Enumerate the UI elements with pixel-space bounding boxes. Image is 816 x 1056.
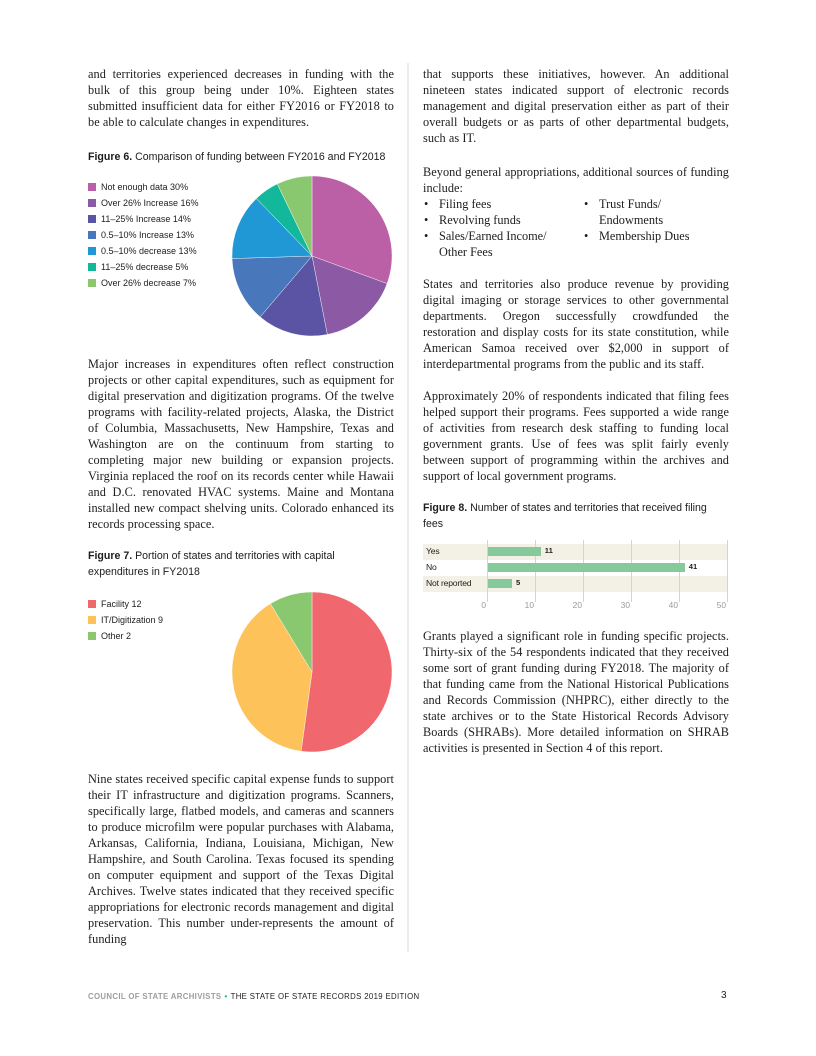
x-tick-label: 10 — [524, 600, 534, 610]
list-item: • Membership Dues — [583, 228, 703, 244]
figure-caption-text: Comparison of funding between FY2016 and FY2018 — [132, 151, 386, 163]
paragraph: Approximately 20% of respondents indicated that filing fees helped support their programs. Fees supported a wide range of activities from research desk staffing to funding local government grants. Use of fees was split fairly evenly between support of programming within the archives and support of local government programs. — [423, 389, 729, 483]
paragraph: Nine states received specific capital expense funds to support their IT infrastructure and digitization programs. Scanners, specifically large, flatbed models, and cameras and scanners to produce microfilm were popular purchases with Alabama, Arkansas, California, Indiana, Louisiana, Michigan, New Hampshire, and South Carolina. Texas focused its spending on computer equipment and support of the Texas Digital Archives. Twelve states indicated that they received specific appropriations for electronic records management and digital preservation. This number under-represents the amount of funding — [88, 772, 394, 946]
legend-item — [88, 259, 199, 275]
figure-caption-text: Number of states and territories that received filing fees — [423, 502, 707, 530]
legend-label: 11–25% decrease 5% — [101, 262, 189, 272]
list-item: • Revolving funds — [423, 212, 573, 228]
category-label: Yes — [426, 546, 440, 556]
bar-value-label: 41 — [688, 562, 698, 571]
legend-item — [88, 628, 163, 644]
legend-item — [88, 612, 163, 628]
category-label: No — [426, 562, 437, 572]
page-number: 3 — [721, 990, 727, 1001]
figure-label: Figure 7. — [88, 550, 133, 562]
figure-label: Figure 8. — [423, 502, 468, 514]
paragraph: that supports these initiatives, however. An additional nineteen states indicated support of electronic records management and digital preservation either as part of their overall budgets or as parts of other departmental budgets, such as IT. — [423, 67, 729, 145]
bar — [488, 547, 541, 556]
legend-label: Not enough data 30% — [101, 182, 189, 192]
bar-row — [423, 544, 728, 560]
column-divider — [407, 63, 409, 952]
category-label: Not reported — [426, 578, 472, 588]
paragraph: and territories experienced decreases in funding with the bulk of this group being under 10%. Eighteen states submitted insufficient data for either FY2016 or FY2018 to be able to calculate changes in expenditures. — [88, 67, 394, 129]
x-tick-label: 20 — [572, 600, 582, 610]
bar — [488, 563, 685, 572]
figure-6-pie-chart — [230, 174, 394, 338]
paragraph: Grants played a significant role in funding specific projects. Thirty-six of the 54 respondents indicated that they received some sort of grant funding during FY2018. The majority of that funding came from the National Historical Publications and Records Commission (NHPRC), either directly to the state archives or to the State Historical Records Advisory Boards (SHRABs). More detailed information on SHRAB activities is presented in Section 4 of this report. — [423, 629, 729, 755]
legend-item — [88, 243, 199, 259]
figure-7-legend — [88, 596, 163, 644]
legend-label: Other 2 — [101, 631, 132, 641]
figure-6-legend — [88, 179, 199, 291]
legend-swatch — [88, 279, 96, 287]
paragraph: Major increases in expenditures often reflect construction projects or other capital expenditures, such as equipment for digital preservation and digitization programs. Of the twelve programs with facility-related projects, Alaska, the District of Columbia, Massachusetts, New Hampshire, Texas and Washington are on the continuum from starting to completing major new building or expansion projects. Virginia replaced the roof on its records center while Hawaii and D.C. renovated HVAC systems. Maine and Montana installed new compact shelving units. Colorado enhanced its records processing space. — [88, 357, 394, 531]
footer-separator: • — [224, 992, 228, 1001]
legend-swatch — [88, 616, 96, 624]
funding-sources-list — [423, 196, 573, 260]
legend-label: 11–25% Increase 14% — [101, 214, 191, 224]
list-item: • Trust Funds/ Endowments — [583, 196, 683, 228]
x-tick-label: 40 — [668, 600, 678, 610]
gridline — [727, 540, 728, 602]
figure-8-bar-chart — [423, 540, 733, 615]
bar-value-label: 11 — [544, 546, 553, 555]
legend-item — [88, 179, 199, 195]
paragraph: States and territories also produce revenue by providing digital imaging or storage services to other governmental departments. Oregon successfully crowdfunded the restoration and display costs for its state constitution, while American Samoa received over $2,000 in support of interdepartmental programs from the public and its staff. — [423, 277, 729, 371]
legend-item — [88, 596, 163, 612]
footer-org: COUNCIL OF STATE ARCHIVISTS — [88, 992, 222, 1001]
figure-7-caption — [88, 548, 394, 580]
legend-label: Over 26% Increase 16% — [101, 198, 199, 208]
bar — [488, 579, 512, 588]
legend-item — [88, 195, 199, 211]
legend-swatch — [88, 632, 96, 640]
bar-value-label: 5 — [516, 578, 521, 587]
legend-swatch — [88, 231, 96, 239]
figure-7-pie-chart — [230, 590, 394, 754]
legend-item — [88, 275, 199, 291]
legend-item — [88, 227, 199, 243]
legend-swatch — [88, 247, 96, 255]
list-item: • Filing fees — [423, 196, 573, 212]
legend-item — [88, 211, 199, 227]
figure-8-caption — [423, 500, 729, 532]
legend-label: Facility 12 — [101, 599, 142, 609]
x-tick-label: 0 — [481, 600, 486, 610]
legend-swatch — [88, 199, 96, 207]
footer — [88, 992, 420, 1001]
x-tick-label: 50 — [716, 600, 726, 610]
figure-caption-text: Portion of states and territories with capital expenditures in FY2018 — [88, 550, 335, 578]
figure-label: Figure 6. — [88, 151, 133, 163]
figure-6-caption — [88, 149, 394, 165]
funding-sources-list — [583, 196, 703, 244]
legend-label: Over 26% decrease 7% — [101, 278, 197, 288]
legend-swatch — [88, 263, 96, 271]
list-item: • Sales/Earned Income/ Other Fees — [423, 228, 563, 260]
legend-label: IT/Digitization 9 — [101, 615, 164, 625]
paragraph: Beyond general appropriations, additional sources of funding include: — [423, 165, 729, 195]
x-tick-label: 30 — [620, 600, 630, 610]
pie-slice — [301, 592, 392, 752]
legend-swatch — [88, 215, 96, 223]
legend-swatch — [88, 600, 96, 608]
footer-title: THE STATE OF STATE RECORDS 2019 EDITION — [230, 992, 420, 1001]
legend-label: 0.5–10% decrease 13% — [101, 246, 197, 256]
legend-swatch — [88, 183, 96, 191]
legend-label: 0.5–10% Increase 13% — [101, 230, 195, 240]
